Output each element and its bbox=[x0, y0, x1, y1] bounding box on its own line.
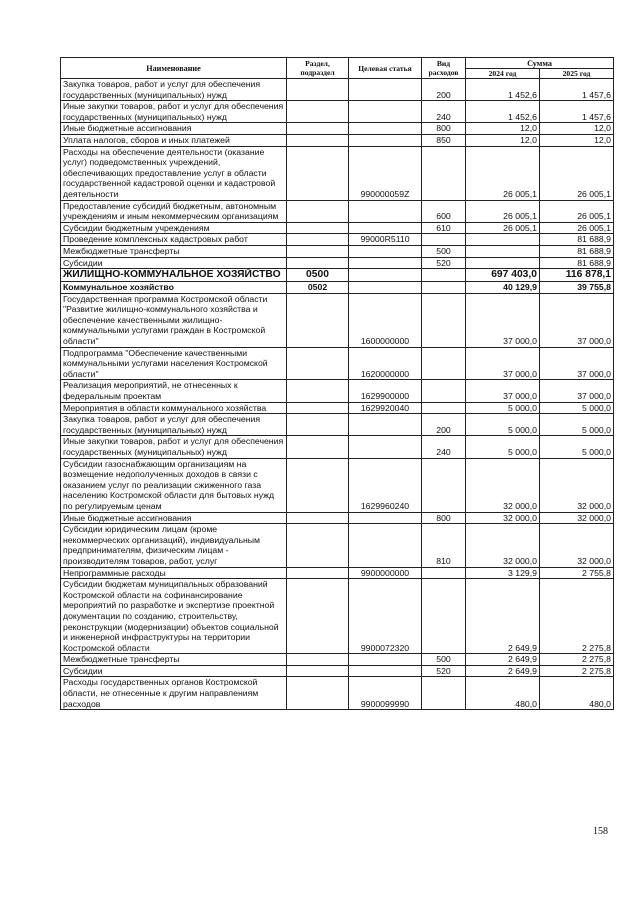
row-target bbox=[349, 257, 422, 269]
row-name: Иные закупки товаров, работ и услуг для обеспечения государственных (муниципальных) нужд bbox=[61, 101, 287, 123]
table-row bbox=[61, 414, 614, 436]
row-target: 1620000000 bbox=[349, 347, 422, 380]
table-header bbox=[61, 58, 614, 79]
row-target: 99000R5110 bbox=[349, 234, 422, 246]
row-target bbox=[349, 414, 422, 436]
row-target: 1629920040 bbox=[349, 402, 422, 414]
row-target bbox=[349, 436, 422, 458]
row-section bbox=[287, 245, 349, 257]
table-row bbox=[61, 200, 614, 222]
row-type: 240 bbox=[422, 436, 466, 458]
header-target: Целевая статья bbox=[349, 58, 422, 79]
row-section bbox=[287, 146, 349, 200]
budget-table bbox=[60, 57, 614, 710]
row-name: Межбюджетные трансферты bbox=[61, 654, 287, 666]
row-sum-2024: 37 000,0 bbox=[466, 293, 540, 347]
row-name: Закупка товаров, работ и услуг для обеспечения государственных (муниципальных) нужд bbox=[61, 414, 287, 436]
header-sum: Сумма bbox=[466, 58, 614, 69]
row-section bbox=[287, 347, 349, 380]
row-name: Непрограммные расходы bbox=[61, 567, 287, 579]
row-target: 1629960240 bbox=[349, 458, 422, 512]
row-sum-2024: 1 452,6 bbox=[466, 101, 540, 123]
row-sum-2024: 37 000,0 bbox=[466, 347, 540, 380]
row-type: 500 bbox=[422, 245, 466, 257]
row-sum-2025: 37 000,0 bbox=[540, 380, 614, 402]
row-target bbox=[349, 101, 422, 123]
row-sum-2025: 32 000,0 bbox=[540, 524, 614, 567]
row-name: Иные бюджетные ассигнования bbox=[61, 123, 287, 135]
table-row bbox=[61, 234, 614, 246]
row-section bbox=[287, 234, 349, 246]
row-type bbox=[422, 269, 466, 282]
row-section bbox=[287, 79, 349, 101]
table-row bbox=[61, 402, 614, 414]
row-section bbox=[287, 402, 349, 414]
row-sum-2024: 12,0 bbox=[466, 123, 540, 135]
table-row bbox=[61, 347, 614, 380]
row-section bbox=[287, 654, 349, 666]
row-sum-2024: 2 649,9 bbox=[466, 665, 540, 677]
row-sum-2024: 480,0 bbox=[466, 677, 540, 710]
row-target bbox=[349, 245, 422, 257]
row-type: 500 bbox=[422, 654, 466, 666]
row-target: 1629900000 bbox=[349, 380, 422, 402]
row-sum-2024: 26 005,1 bbox=[466, 200, 540, 222]
row-type: 200 bbox=[422, 79, 466, 101]
row-section: 0500 bbox=[287, 269, 349, 282]
row-sum-2025: 81 688,9 bbox=[540, 257, 614, 269]
row-name: Иные бюджетные ассигнования bbox=[61, 512, 287, 524]
table-row bbox=[61, 134, 614, 146]
table-row bbox=[61, 436, 614, 458]
table-row bbox=[61, 79, 614, 101]
row-target bbox=[349, 200, 422, 222]
row-sum-2025: 1 457,6 bbox=[540, 79, 614, 101]
row-name: Предоставление субсидий бюджетным, автономным учреждениям и иным некоммерческим организациям bbox=[61, 200, 287, 222]
row-target: 1600000000 bbox=[349, 293, 422, 347]
table-row bbox=[61, 257, 614, 269]
table-row bbox=[61, 654, 614, 666]
row-name: Проведение комплексных кадастровых работ bbox=[61, 234, 287, 246]
table-row bbox=[61, 101, 614, 123]
row-target bbox=[349, 524, 422, 567]
row-sum-2024: 697 403,0 bbox=[466, 269, 540, 282]
row-type: 810 bbox=[422, 524, 466, 567]
table-row bbox=[61, 146, 614, 200]
row-sum-2024: 2 649,9 bbox=[466, 654, 540, 666]
row-sum-2025: 5 000,0 bbox=[540, 414, 614, 436]
table-row bbox=[61, 293, 614, 347]
row-sum-2025: 32 000,0 bbox=[540, 512, 614, 524]
table-row bbox=[61, 579, 614, 654]
row-sum-2025: 480,0 bbox=[540, 677, 614, 710]
row-type bbox=[422, 579, 466, 654]
row-sum-2024: 1 452,6 bbox=[466, 79, 540, 101]
row-name: Подпрограмма "Обеспечение качественными коммунальными услугами населения Костромской области" bbox=[61, 347, 287, 380]
row-section bbox=[287, 677, 349, 710]
row-sum-2024: 32 000,0 bbox=[466, 524, 540, 567]
row-type bbox=[422, 380, 466, 402]
row-sum-2024: 32 000,0 bbox=[466, 512, 540, 524]
row-target bbox=[349, 512, 422, 524]
row-section bbox=[287, 123, 349, 135]
row-type: 800 bbox=[422, 512, 466, 524]
row-sum-2024: 12,0 bbox=[466, 134, 540, 146]
row-sum-2025: 5 000,0 bbox=[540, 436, 614, 458]
row-type: 520 bbox=[422, 257, 466, 269]
row-type bbox=[422, 567, 466, 579]
row-section bbox=[287, 414, 349, 436]
row-name: Расходы государственных органов Костромской области, не отнесенные к другим направлениям расходов bbox=[61, 677, 287, 710]
row-sum-2024: 26 005,1 bbox=[466, 222, 540, 234]
row-section bbox=[287, 579, 349, 654]
row-section bbox=[287, 458, 349, 512]
row-name: Уплата налогов, сборов и иных платежей bbox=[61, 134, 287, 146]
row-type bbox=[422, 234, 466, 246]
row-target bbox=[349, 654, 422, 666]
row-type bbox=[422, 458, 466, 512]
row-type bbox=[422, 677, 466, 710]
row-section bbox=[287, 293, 349, 347]
row-name: Государственная программа Костромской области "Развитие жилищно-коммунального хозяйства и обеспечение качественными жилищно-коммунальными услугами граждан в Костромской области" bbox=[61, 293, 287, 347]
table-row bbox=[61, 677, 614, 710]
row-sum-2024: 2 649,9 bbox=[466, 579, 540, 654]
row-section bbox=[287, 665, 349, 677]
row-sum-2025: 39 755,8 bbox=[540, 282, 614, 294]
row-name: Расходы на обеспечение деятельности (оказание услуг) подведомственных учреждений, обеспечивающих предоставление услуг в области государственной кадастровой оценки и кадастровой деятельности bbox=[61, 146, 287, 200]
row-section bbox=[287, 524, 349, 567]
table-row bbox=[61, 524, 614, 567]
row-name: Субсидии газоснабжающим организациям на возмещение недополученных доходов в связи с оказанием услуг по реализации сжиженного газа населению Костромской области для бытовых нужд по регулируемым ценам bbox=[61, 458, 287, 512]
header-name: Наименование bbox=[61, 58, 287, 79]
table-body bbox=[61, 79, 614, 710]
row-target bbox=[349, 269, 422, 282]
table-row bbox=[61, 222, 614, 234]
row-target bbox=[349, 134, 422, 146]
row-sum-2025: 2 275,8 bbox=[540, 654, 614, 666]
row-target bbox=[349, 79, 422, 101]
table-row bbox=[61, 123, 614, 135]
row-sum-2025: 2 275,8 bbox=[540, 665, 614, 677]
row-type: 240 bbox=[422, 101, 466, 123]
row-target: 9900099990 bbox=[349, 677, 422, 710]
row-sum-2024: 3 129,9 bbox=[466, 567, 540, 579]
row-section bbox=[287, 436, 349, 458]
row-sum-2025: 116 878,1 bbox=[540, 269, 614, 282]
row-section bbox=[287, 200, 349, 222]
row-sum-2025: 1 457,6 bbox=[540, 101, 614, 123]
table-row bbox=[61, 282, 614, 294]
row-name: Субсидии bbox=[61, 665, 287, 677]
row-sum-2025: 81 688,9 bbox=[540, 234, 614, 246]
row-type bbox=[422, 347, 466, 380]
row-type bbox=[422, 402, 466, 414]
row-target bbox=[349, 123, 422, 135]
header-year-2024: 2024 год bbox=[466, 69, 540, 79]
row-name: ЖИЛИЩНО-КОММУНАЛЬНОЕ ХОЗЯЙСТВО bbox=[61, 269, 287, 282]
table-row bbox=[61, 512, 614, 524]
row-name: Субсидии bbox=[61, 257, 287, 269]
table-row bbox=[61, 380, 614, 402]
row-sum-2025: 37 000,0 bbox=[540, 347, 614, 380]
row-name: Субсидии юридическим лицам (кроме некоммерческих организаций), индивидуальным предпринимателям, физическим лицам - производителям товаров, работ, услуг bbox=[61, 524, 287, 567]
row-target: 9900000000 bbox=[349, 567, 422, 579]
row-section bbox=[287, 222, 349, 234]
row-sum-2025: 12,0 bbox=[540, 134, 614, 146]
header-section: Раздел, подраздел bbox=[287, 58, 349, 79]
table-row bbox=[61, 458, 614, 512]
row-type bbox=[422, 282, 466, 294]
row-name: Коммунальное хозяйство bbox=[61, 282, 287, 294]
row-sum-2025: 2 275,8 bbox=[540, 579, 614, 654]
row-sum-2025: 26 005,1 bbox=[540, 200, 614, 222]
header-type: Вид расходов bbox=[422, 58, 466, 79]
row-type: 200 bbox=[422, 414, 466, 436]
row-name: Межбюджетные трансферты bbox=[61, 245, 287, 257]
row-target: 990000059Z bbox=[349, 146, 422, 200]
row-section bbox=[287, 257, 349, 269]
row-sum-2024 bbox=[466, 234, 540, 246]
row-sum-2025: 37 000,0 bbox=[540, 293, 614, 347]
row-sum-2024: 37 000,0 bbox=[466, 380, 540, 402]
row-sum-2025: 32 000,0 bbox=[540, 458, 614, 512]
row-sum-2024: 5 000,0 bbox=[466, 414, 540, 436]
row-sum-2024: 5 000,0 bbox=[466, 436, 540, 458]
row-sum-2024: 40 129,9 bbox=[466, 282, 540, 294]
row-sum-2025: 81 688,9 bbox=[540, 245, 614, 257]
row-name: Субсидии бюджетам муниципальных образований Костромской области на софинансирование мероприятий по разработке и экспертизе проектной документации по созданию, строительству, реконструкции (модернизации) объектов социальной и инженерной инфраструктуры на территории Костромской области bbox=[61, 579, 287, 654]
table-row bbox=[61, 245, 614, 257]
row-name: Реализация мероприятий, не отнесенных к федеральным проектам bbox=[61, 380, 287, 402]
row-sum-2025: 12,0 bbox=[540, 123, 614, 135]
row-sum-2024: 5 000,0 bbox=[466, 402, 540, 414]
row-sum-2024: 26 005,1 bbox=[466, 146, 540, 200]
row-sum-2025: 5 000,0 bbox=[540, 402, 614, 414]
row-section: 0502 bbox=[287, 282, 349, 294]
row-section bbox=[287, 567, 349, 579]
row-sum-2024 bbox=[466, 245, 540, 257]
row-section bbox=[287, 134, 349, 146]
row-target bbox=[349, 665, 422, 677]
row-target bbox=[349, 222, 422, 234]
row-name: Субсидии бюджетным учреждениям bbox=[61, 222, 287, 234]
row-section bbox=[287, 512, 349, 524]
header-year-2025: 2025 год bbox=[540, 69, 614, 79]
page-number: 158 bbox=[593, 826, 608, 837]
row-sum-2025: 26 005,1 bbox=[540, 146, 614, 200]
row-type: 600 bbox=[422, 200, 466, 222]
row-target bbox=[349, 282, 422, 294]
row-type bbox=[422, 293, 466, 347]
row-sum-2025: 26 005,1 bbox=[540, 222, 614, 234]
row-name: Мероприятия в области коммунального хозяйства bbox=[61, 402, 287, 414]
row-name: Закупка товаров, работ и услуг для обеспечения государственных (муниципальных) нужд bbox=[61, 79, 287, 101]
row-type: 800 bbox=[422, 123, 466, 135]
row-section bbox=[287, 101, 349, 123]
row-type: 850 bbox=[422, 134, 466, 146]
table-row bbox=[61, 665, 614, 677]
row-section bbox=[287, 380, 349, 402]
row-target: 9900072320 bbox=[349, 579, 422, 654]
row-type bbox=[422, 146, 466, 200]
row-sum-2025: 2 755,8 bbox=[540, 567, 614, 579]
row-sum-2024: 32 000,0 bbox=[466, 458, 540, 512]
row-name: Иные закупки товаров, работ и услуг для обеспечения государственных (муниципальных) нужд bbox=[61, 436, 287, 458]
row-sum-2024 bbox=[466, 257, 540, 269]
row-type: 520 bbox=[422, 665, 466, 677]
row-type: 610 bbox=[422, 222, 466, 234]
table-row bbox=[61, 269, 614, 282]
table-row bbox=[61, 567, 614, 579]
